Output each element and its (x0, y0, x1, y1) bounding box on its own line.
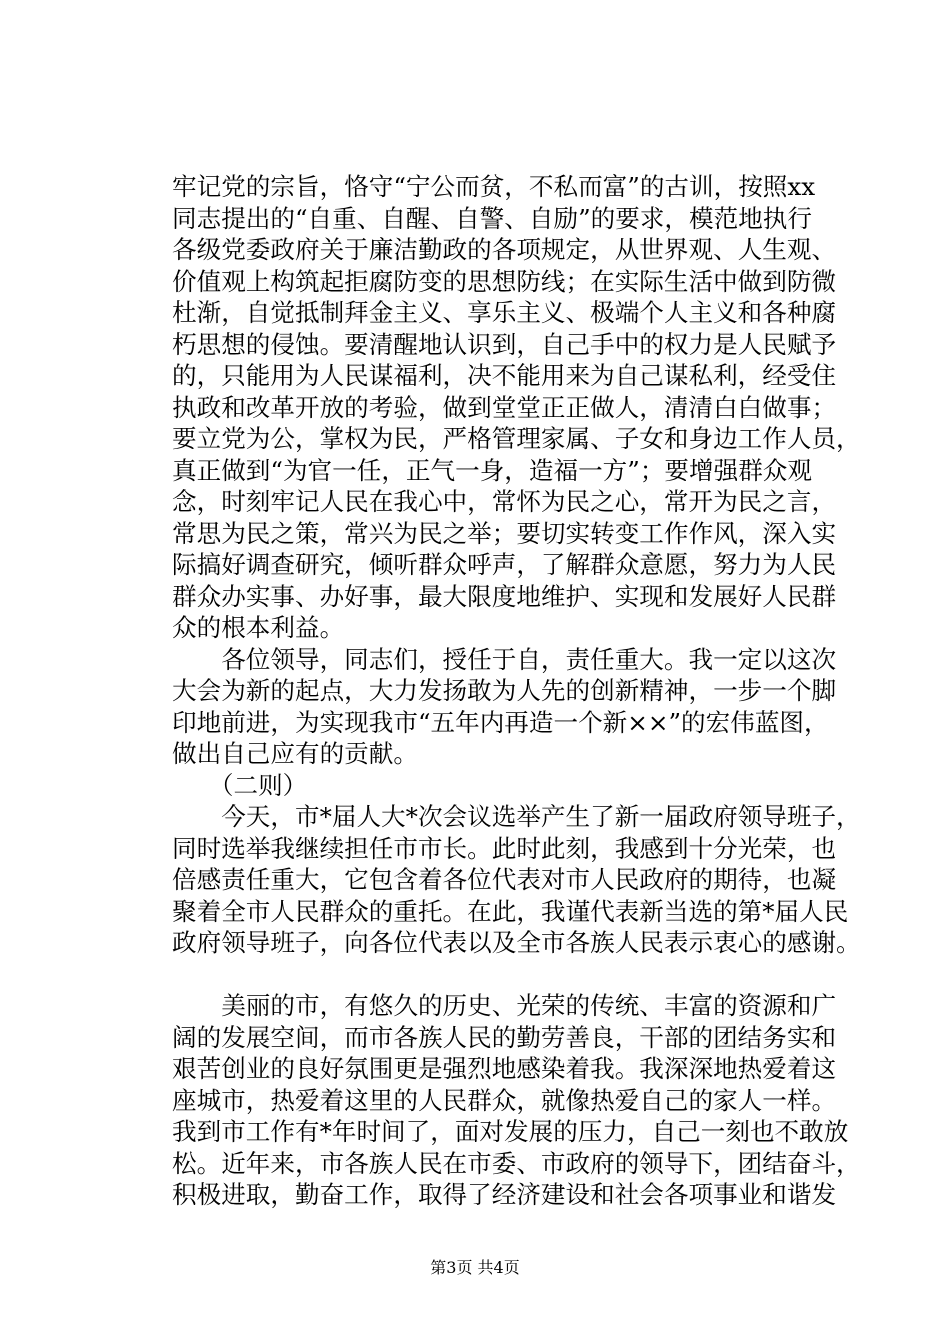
text-line: 要立党为公，掌权为民，严格管理家属、子女和身边工作人员， (172, 424, 861, 453)
text-line: 做出自己应有的贡献。 (172, 739, 418, 768)
text-line: 同志提出的“自重、自醒、自警、自励”的要求，模范地执行 (172, 203, 812, 233)
text-line: 的，只能用为人民谋福利，决不能用来为自己谋私利，经受住 (172, 361, 837, 390)
text-line: 聚着全市人民群众的重托。在此，我谨代表新当选的第*届人民 (172, 896, 849, 926)
text-line: 杜渐，自觉抵制拜金主义、享乐主义、极端个人主义和各种腐 (172, 298, 837, 327)
section-heading: （二则） (172, 770, 308, 800)
text-line: 今天，市*届人大*次会议选举产生了新一届政府领导班子， (172, 802, 861, 831)
text-line: 各位领导，同志们，授任于自，责任重大。我一定以这次 (172, 644, 837, 674)
body-text (172, 171, 862, 1211)
text-line: 座城市，热爱着这里的人民群众，就像热爱自己的家人一样。 (172, 1085, 837, 1115)
text-line: 美丽的市，有悠久的历史、光荣的传统、丰富的资源和广 (172, 991, 837, 1020)
text-line: 积极进取，勤奋工作，取得了经济建设和社会各项事业和谐发 (172, 1180, 837, 1209)
text-line: 真正做到“为官一任，正气一身，造福一方”；要增强群众观 (172, 455, 812, 485)
text-line: 大会为新的起点，大力发扬敢为人先的创新精神，一步一个脚 (172, 676, 837, 705)
text-line: 际搞好调查研究，倾听群众呼声，了解群众意愿，努力为人民 (172, 550, 837, 579)
text-line: 艰苦创业的良好氛围更是强烈地感染着我。我深深地热爱着这 (172, 1054, 837, 1083)
text-line: 同时选举我继续担任市市长。此时此刻，我感到十分光荣，也 (172, 833, 837, 863)
text-line: 群众办实事、办好事，最大限度地维护、实现和发展好人民群 (172, 581, 837, 611)
text-line: 念，时刻牢记人民在我心中，常怀为民之心，常开为民之言， (172, 487, 837, 516)
text-line: 朽思想的侵蚀。要清醒地认识到，自己手中的权力是人民赋予 (172, 329, 837, 359)
text-line: 阔的发展空间，而市各族人民的勤劳善良，干部的团结务实和 (172, 1022, 837, 1052)
text-line: 常思为民之策，常兴为民之举；要切实转变工作作风，深入实 (172, 518, 837, 548)
text-line: 价值观上构筑起拒腐防变的思想防线；在实际生活中做到防微 (172, 266, 837, 296)
text-line: 我到市工作有*年时间了，面对发展的压力，自己一刻也不敢放 (172, 1117, 849, 1146)
text-line: 政府领导班子，向各位代表以及全市各族人民表示衷心的感谢。 (172, 928, 861, 957)
text-line: 各级党委政府关于廉洁勤政的各项规定，从世界观、人生观、 (172, 235, 837, 264)
text-line: 倍感责任重大，它包含着各位代表对市人民政府的期待，也凝 (172, 865, 837, 894)
text-line: 众的根本利益。 (172, 613, 345, 642)
text-line: 执政和改革开放的考验，做到堂堂正正做人，清清白白做事； (172, 392, 837, 422)
text-line: 牢记党的宗旨，恪守“宁公而贫，不私而富”的古训，按照xx (172, 172, 816, 201)
page-number-footer: 第3页 共4页 (430, 1258, 520, 1277)
text-line: 松。近年来，市各族人民在市委、市政府的领导下，团结奋斗， (172, 1148, 861, 1178)
text-line: 印地前进，为实现我市“五年内再造一个新××”的宏伟蓝图， (172, 707, 829, 737)
